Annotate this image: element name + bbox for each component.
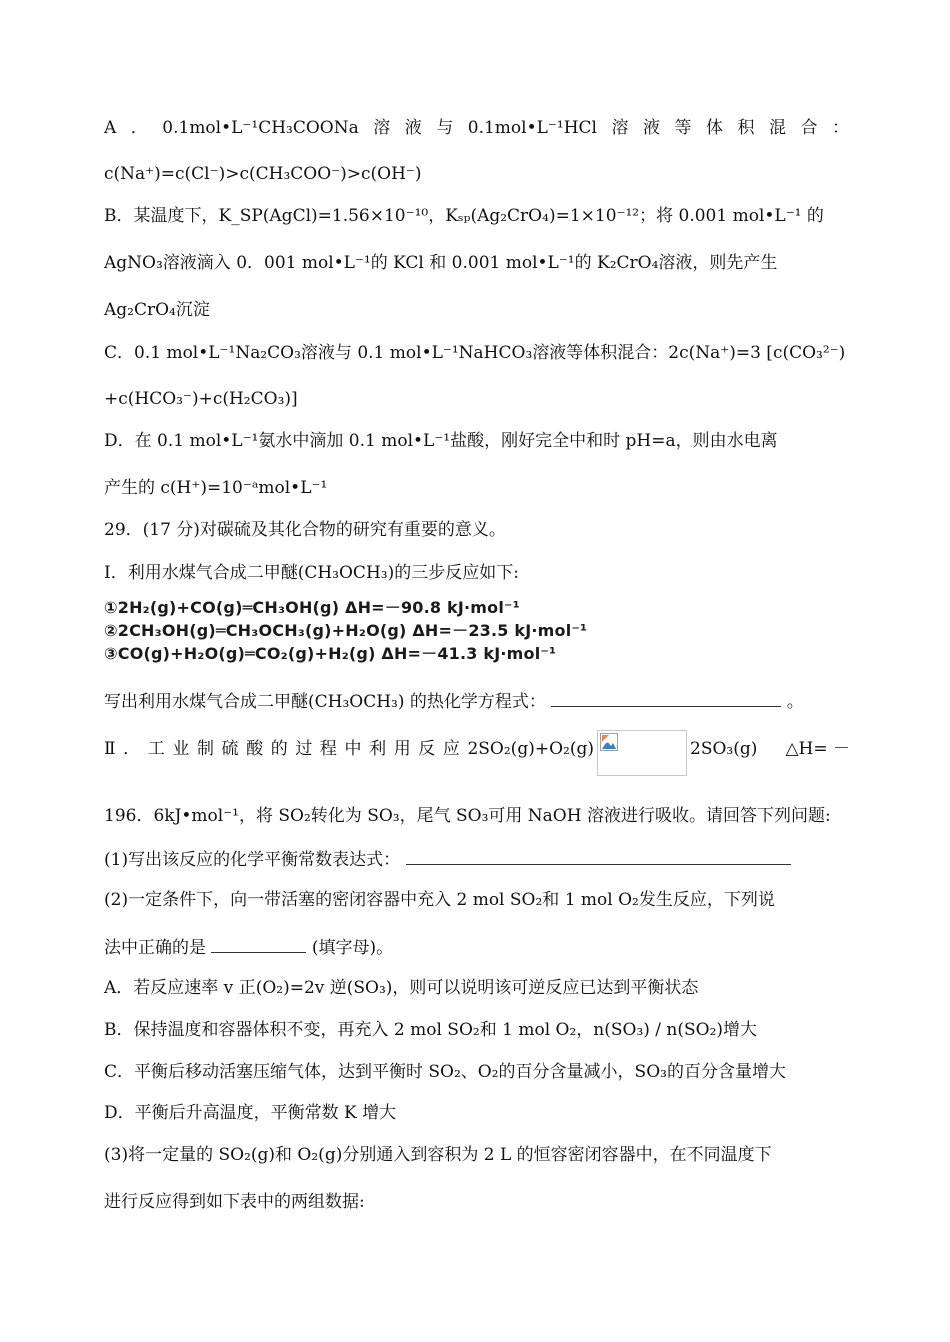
text-token: 溶 <box>611 118 629 138</box>
text-token: 液 <box>642 118 660 138</box>
text-token: 溶 <box>373 118 391 138</box>
text-token: 等 <box>674 118 692 138</box>
text-token: ： <box>831 118 849 138</box>
sub-question-2-line2 <box>104 934 849 960</box>
sub-question-2-note: (填字母)。 <box>311 938 394 958</box>
text-token: 体 <box>705 118 723 138</box>
equilibrium-arrow-image <box>597 730 687 776</box>
period: 。 <box>786 692 804 712</box>
text-token: 用 <box>393 739 411 759</box>
sub-question-3-line1: (3)将一定量的 SO₂(g)和 O₂(g)分别通入到容积为 2 L 的恒容密闭容器中，在不同温度下 <box>104 1145 772 1165</box>
option-b-line2: AgNO₃溶液滴入 0．001 mol•L⁻¹的 KCl 和 0.001 mol•L⁻¹的 K₂CrO₄溶液，则先产生 <box>104 253 778 273</box>
equation-2: ②2CH₃OH(g)═CH₃OCH₃(g)+H₂O(g) ΔH=－23.5 kJ·mol⁻¹ <box>104 621 588 640</box>
part-2-line1 <box>104 737 594 761</box>
sub-question-2-prompt: 法中正确的是 <box>104 938 206 958</box>
text-token: 硫 <box>221 739 239 759</box>
text-token: 合 <box>800 118 818 138</box>
text-token: 液 <box>404 118 422 138</box>
text-token: ． <box>130 118 148 138</box>
choice-a: A．若反应速率 v 正(O₂)=2v 逆(SO₃)，则可以说明该可逆反应已达到平衡状态 <box>104 978 699 998</box>
equation-1: ①2H₂(g)+CO(g)═CH₃OH(g) ΔH=－90.8 kJ·mol⁻¹ <box>104 598 520 617</box>
text-token: 利 <box>369 739 387 759</box>
text-token: ． <box>123 739 141 759</box>
text-token: 过 <box>295 739 313 759</box>
text-token: 0.1mol•L⁻¹HCl <box>467 118 597 138</box>
equation-3: ③CO(g)+H₂O(g)═CO₂(g)+H₂(g) ΔH=－41.3 kJ·mol⁻¹ <box>104 644 557 663</box>
answer-blank-k-expression[interactable] <box>406 846 791 865</box>
choice-c: C．平衡后移动活塞压缩气体，达到平衡时 SO₂、O₂的百分含量减小，SO₃的百分含量增大 <box>104 1062 786 1082</box>
option-d-line2: 产生的 c(H⁺)=10⁻ᵃmol•L⁻¹ <box>104 478 328 498</box>
text-token: 业 <box>172 739 190 759</box>
text-token: 0.1mol•L⁻¹CH₃COONa <box>162 118 359 138</box>
question-29-title: 29．(17 分)对碳硫及其化合物的研究有重要的意义。 <box>104 520 506 540</box>
option-c-line1: C．0.1 mol•L⁻¹Na₂CO₃溶液与 0.1 mol•L⁻¹NaHCO₃溶液等体积混合：2c(Na⁺)=3 [c(CO₃²⁻) <box>104 343 846 363</box>
part-1-intro: I．利用水煤气合成二甲醚(CH₃OCH₃)的三步反应如下: <box>104 563 519 583</box>
text-token: Ⅱ <box>104 739 116 759</box>
text-token: 制 <box>196 739 214 759</box>
text-token: 程 <box>319 739 337 759</box>
choice-d: D．平衡后升高温度，平衡常数 K 增大 <box>104 1103 397 1123</box>
option-b-line1: B．某温度下，K_SP(AgCl)=1.56×10⁻¹⁰，Kₛₚ(Ag₂CrO₄)=1×10⁻¹²；将 0.001 mol•L⁻¹ 的 <box>104 206 824 226</box>
option-d-line1: D．在 0.1 mol•L⁻¹氨水中滴加 0.1 mol•L⁻¹盐酸，刚好完全中和时 pH=a，则由水电离 <box>104 431 778 451</box>
sub-question-3-line2: 进行反应得到如下表中的两组数据: <box>104 1192 365 1212</box>
text-token: A <box>104 118 117 138</box>
option-c-line2: +c(HCO₃⁻)+c(H₂CO₃)] <box>104 389 298 409</box>
text-token: 混 <box>768 118 786 138</box>
sub-question-1 <box>104 846 849 872</box>
choice-b: B．保持温度和容器体积不变，再充入 2 mol SO₂和 1 mol O₂，n(SO₃) / n(SO₂)增大 <box>104 1020 758 1040</box>
part-2-line2: 196．6kJ•mol⁻¹，将 SO₂转化为 SO₃，尾气 SO₃可用 NaOH 溶液进行吸收。请回答下列问题: <box>104 806 831 826</box>
text-token: 工 <box>147 739 165 759</box>
text-token: 积 <box>737 118 755 138</box>
sub-question-1-prompt: (1)写出该反应的化学平衡常数表达式： <box>104 850 401 870</box>
option-a-line2: c(Na⁺)=c(Cl⁻)>c(CH₃COO⁻)>c(OH⁻) <box>104 164 422 184</box>
sub-question-2-line1: (2)一定条件下，向一带活塞的密闭容器中充入 2 mol SO₂和 1 mol O₂发生反应，下列说 <box>104 890 775 910</box>
text-token: 的 <box>270 739 288 759</box>
delta-h-label: △H= － <box>785 739 850 759</box>
write-thermo-prompt: 写出利用水煤气合成二甲醚(CH₃OCH₃) 的热化学方程式： <box>104 692 546 712</box>
write-thermo-line <box>104 688 849 714</box>
text-token: 中 <box>344 739 362 759</box>
option-a-line1 <box>104 116 849 140</box>
broken-image-icon <box>600 733 618 751</box>
text-token: 2SO₂(g)+O₂(g) <box>467 739 594 759</box>
option-b-line3: Ag₂CrO₄沉淀 <box>104 300 210 320</box>
product-so3: 2SO₃(g) <box>690 739 758 759</box>
text-token: 应 <box>442 739 460 759</box>
text-token: 与 <box>436 118 454 138</box>
answer-blank-choice[interactable] <box>211 934 306 953</box>
answer-blank-thermo[interactable] <box>551 688 781 707</box>
text-token: 反 <box>418 739 436 759</box>
text-token: 酸 <box>246 739 264 759</box>
